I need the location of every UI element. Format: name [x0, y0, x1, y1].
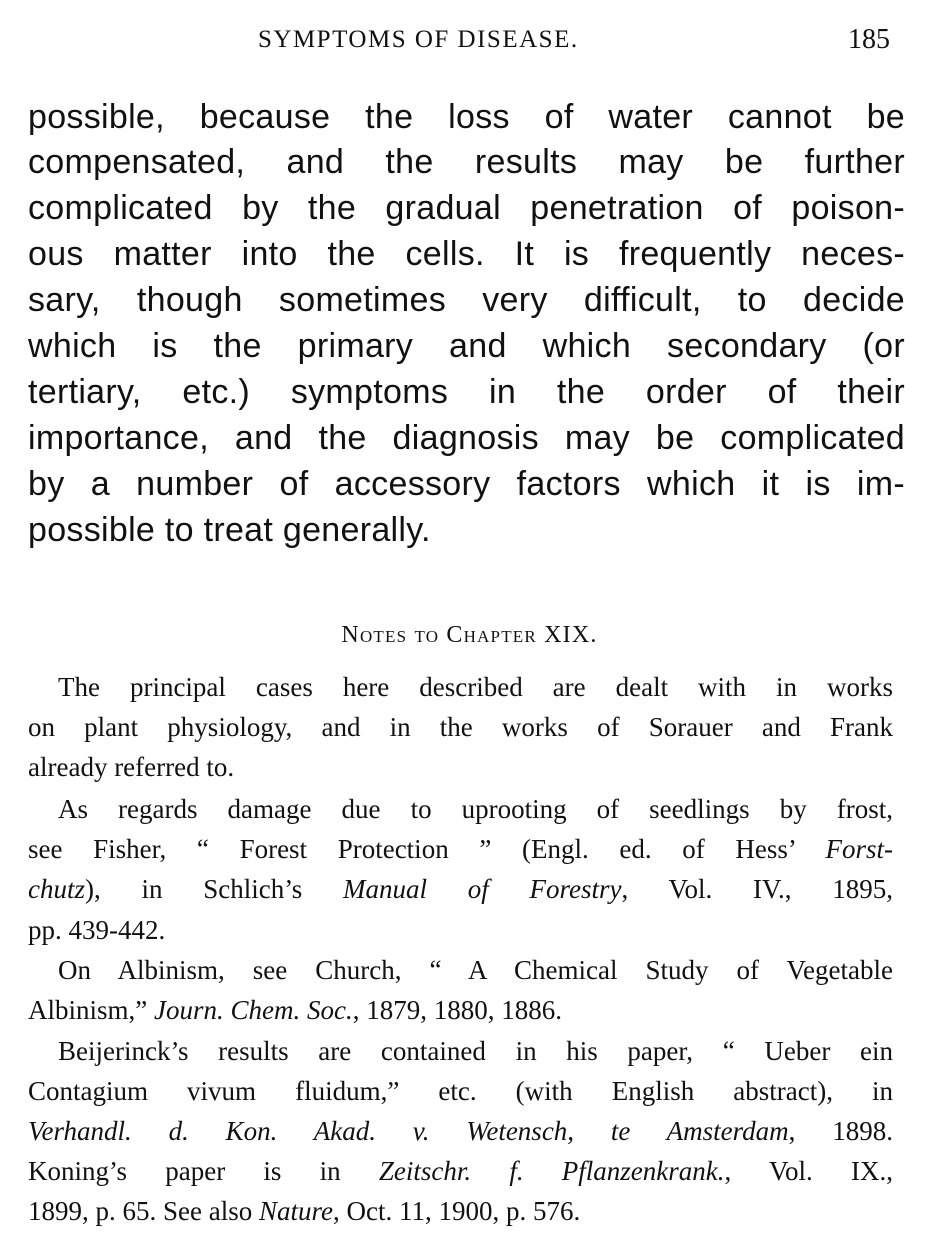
text-segment: possible, because the loss of water cannot be — [28, 98, 905, 136]
text-line — [28, 327, 905, 366]
text-line — [58, 672, 893, 703]
text-line — [28, 419, 905, 458]
text-segment: ), in Schlich’s — [85, 874, 343, 904]
text-segment: As regards damage due to uprooting of seedlings by frost, — [58, 794, 893, 824]
text-segment: 1899, p. 65. See also — [28, 1196, 259, 1226]
text-line — [28, 874, 893, 905]
text-segment: , 1898. — [788, 1116, 893, 1146]
text-segment: complicated by the gradual penetration of poison- — [28, 189, 905, 227]
notes-heading: Notes to Chapter XIX. — [341, 622, 598, 648]
text-line — [28, 465, 905, 504]
text-line — [28, 915, 893, 946]
text-segment: Koning’s paper is in — [28, 1156, 379, 1186]
italic-citation: chutz — [28, 874, 85, 904]
text-line — [28, 1196, 893, 1227]
italic-citation: Manual of Forestry — [342, 874, 622, 904]
text-segment: Albinism,” — [28, 995, 154, 1025]
text-segment: which is the primary and which secondary (or — [28, 327, 905, 365]
text-segment: Contagium vivum fluidum,” etc. (with English abstract), in — [28, 1076, 893, 1106]
italic-citation: Verhandl. d. Kon. Akad. v. Wetensch, te Amsterdam — [28, 1116, 789, 1146]
text-segment: , Vol. IX., — [724, 1156, 893, 1186]
text-segment: by a number of accessory factors which it is im- — [28, 465, 905, 503]
text-line — [28, 995, 893, 1026]
text-line — [28, 235, 905, 274]
text-line — [28, 373, 905, 412]
text-line — [28, 1116, 893, 1147]
text-segment: On Albinism, see Church, “ A Chemical Study of Vegetable — [58, 955, 893, 985]
text-line — [58, 794, 893, 825]
text-segment: Beijerinck’s results are contained in his paper, “ Ueber ein — [58, 1036, 893, 1066]
text-line — [28, 511, 905, 550]
text-line — [58, 1036, 893, 1067]
text-segment: see Fisher, “ Forest Protection ” (Engl. ed. of Hess’ — [28, 834, 826, 864]
text-segment: pp. 439-442. — [28, 915, 166, 945]
text-segment: , Oct. 11, 1900, p. 576. — [332, 1196, 581, 1226]
italic-citation: Forst- — [825, 834, 893, 864]
text-line — [28, 281, 905, 320]
text-segment: ous matter into the cells. It is frequently neces- — [28, 235, 905, 273]
page-number: 185 — [848, 24, 890, 55]
text-line — [28, 143, 905, 182]
text-line — [28, 712, 893, 743]
italic-citation: Journ. Chem. Soc. — [154, 995, 353, 1025]
text-segment: , 1879, 1880, 1886. — [352, 995, 562, 1025]
text-line — [28, 98, 905, 137]
text-segment: already referred to. — [28, 752, 235, 782]
running-title: SYMPTOMS OF DISEASE. — [258, 26, 579, 53]
text-segment: possible to treat generally. — [28, 511, 431, 549]
italic-citation: Zeitschr. f. Pflanzenkrank. — [378, 1156, 725, 1186]
text-segment: sary, though sometimes very difficult, to decide — [28, 281, 905, 319]
text-line — [28, 189, 905, 228]
text-segment: compensated, and the results may be further — [28, 143, 905, 181]
text-line — [58, 955, 893, 986]
running-header — [0, 14, 939, 54]
text-line — [28, 752, 893, 783]
text-segment: tertiary, etc.) symptoms in the order of their — [28, 373, 905, 411]
italic-citation: Nature — [258, 1196, 333, 1226]
text-line — [28, 1076, 893, 1107]
text-segment: on plant physiology, and in the works of Sorauer and Frank — [28, 712, 893, 742]
text-segment: importance, and the diagnosis may be complicated — [28, 419, 905, 457]
text-line — [28, 834, 893, 865]
text-segment: The principal cases here described are dealt with in works — [58, 672, 893, 702]
text-line — [28, 1156, 893, 1187]
text-segment: , Vol. IV., 1895, — [621, 874, 893, 904]
